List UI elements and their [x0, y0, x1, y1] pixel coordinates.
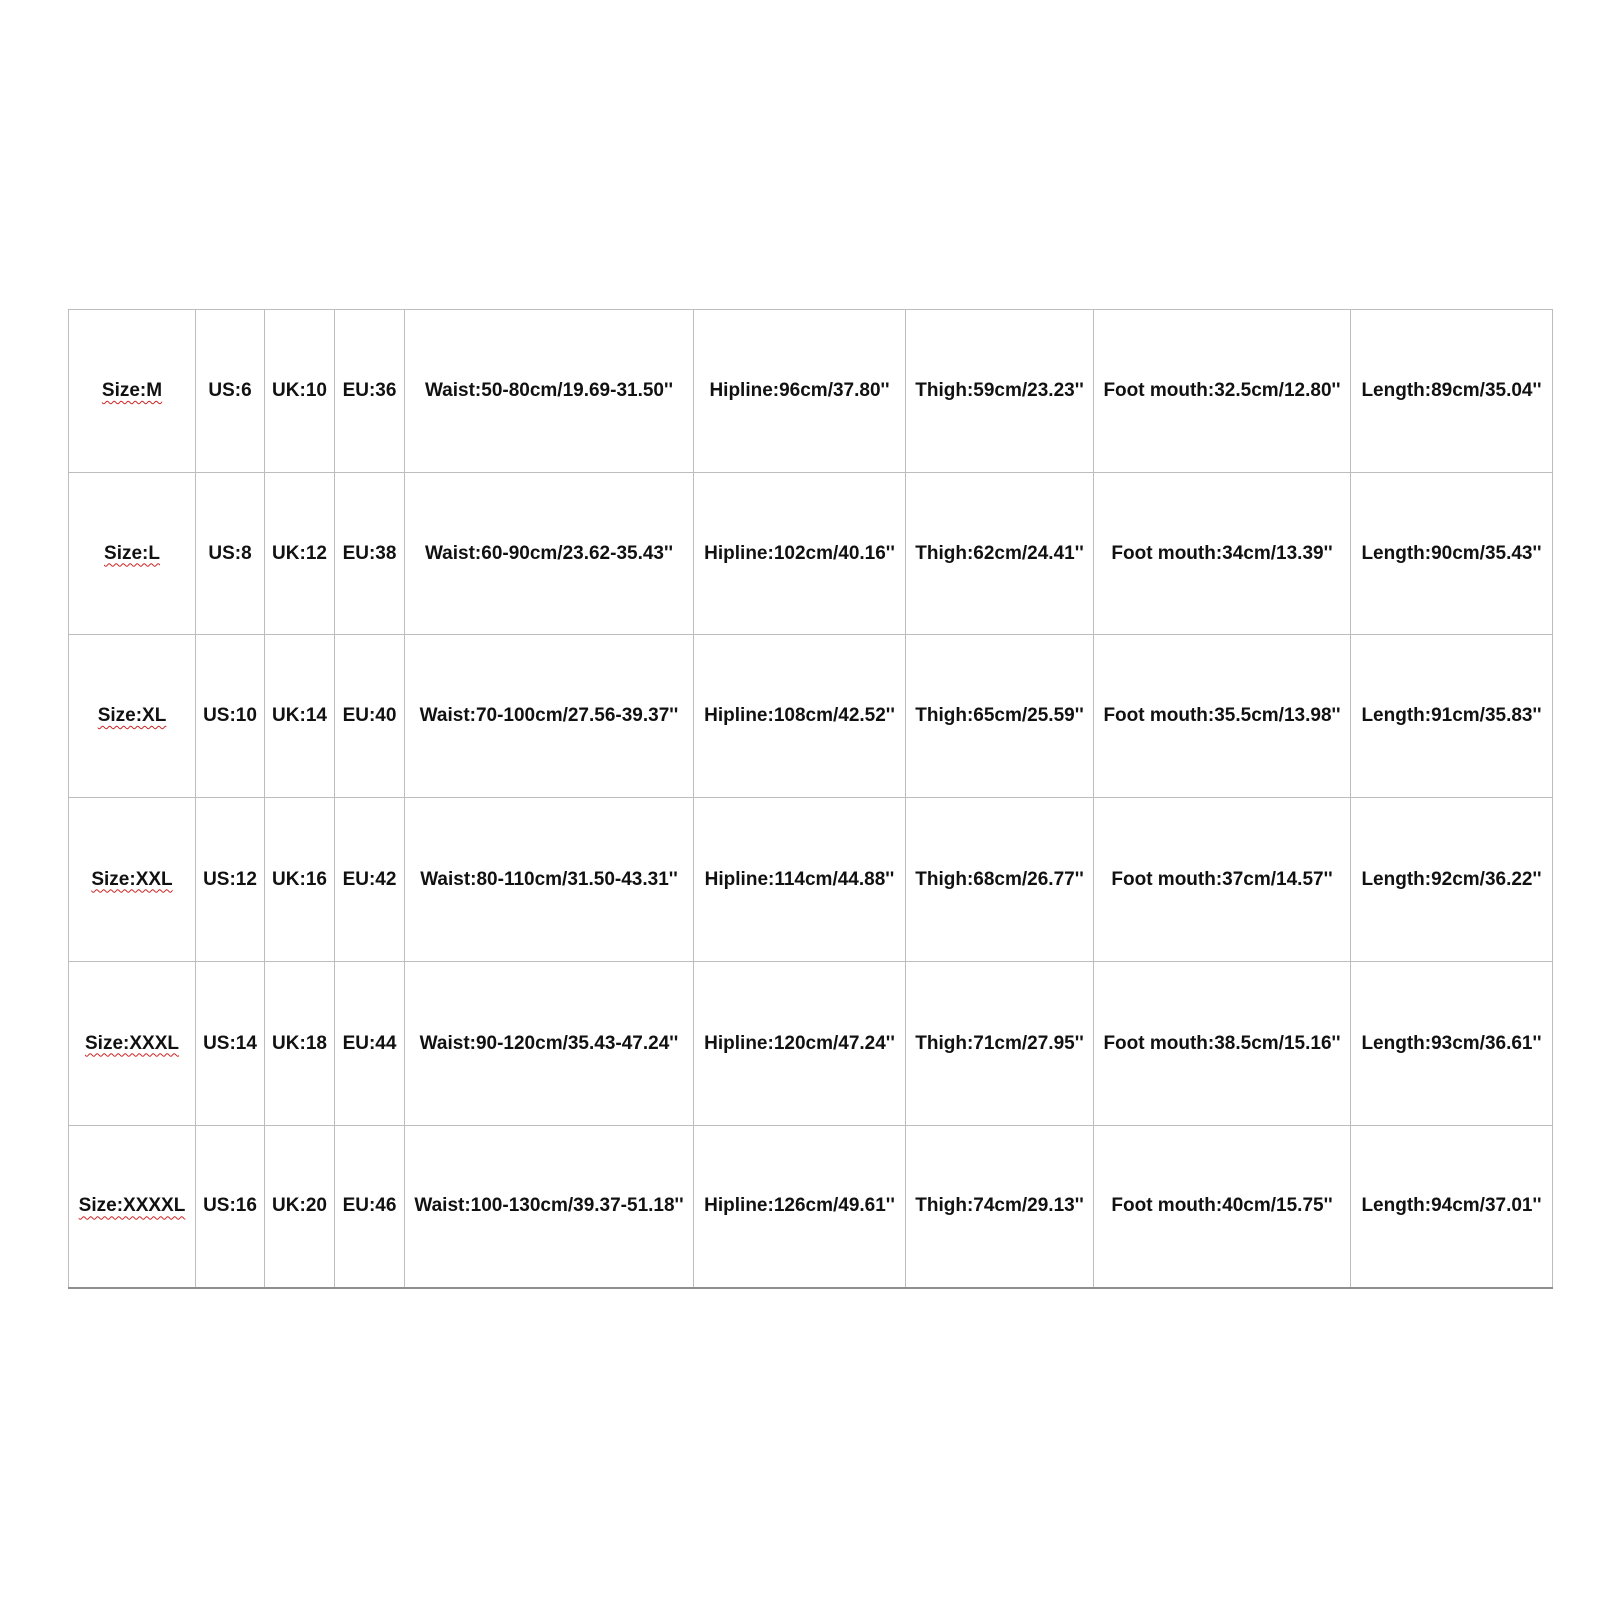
us-size-cell: US:16 [196, 1126, 265, 1288]
size-chart-body [69, 310, 1553, 1288]
eu-size-cell: EU:44 [335, 962, 405, 1126]
uk-size-cell: UK:16 [265, 798, 335, 962]
eu-size-cell: EU:40 [335, 635, 405, 798]
us-size-cell: US:10 [196, 635, 265, 798]
thigh-cell: Thigh:65cm/25.59'' [906, 635, 1094, 798]
uk-size-cell: UK:20 [265, 1126, 335, 1288]
hipline-cell: Hipline:96cm/37.80'' [694, 310, 906, 473]
size-label: Size:M [101, 380, 163, 401]
size-chart-table [68, 309, 1553, 1289]
us-size-cell: US:6 [196, 310, 265, 473]
length-cell: Length:91cm/35.83'' [1351, 635, 1553, 798]
foot-mouth-cell: Foot mouth:32.5cm/12.80'' [1094, 310, 1351, 473]
size-cell [69, 1126, 196, 1288]
waist-cell: Waist:70-100cm/27.56-39.37'' [405, 635, 694, 798]
uk-size-cell: UK:12 [265, 473, 335, 635]
size-cell [69, 473, 196, 635]
waist-cell: Waist:100-130cm/39.37-51.18'' [405, 1126, 694, 1288]
length-cell: Length:89cm/35.04'' [1351, 310, 1553, 473]
us-size-cell: US:8 [196, 473, 265, 635]
hipline-cell: Hipline:114cm/44.88'' [694, 798, 906, 962]
hipline-cell: Hipline:108cm/42.52'' [694, 635, 906, 798]
waist-cell: Waist:80-110cm/31.50-43.31'' [405, 798, 694, 962]
size-cell [69, 310, 196, 473]
table-row [69, 1126, 1553, 1288]
foot-mouth-cell: Foot mouth:34cm/13.39'' [1094, 473, 1351, 635]
waist-cell: Waist:60-90cm/23.62-35.43'' [405, 473, 694, 635]
uk-size-cell: UK:18 [265, 962, 335, 1126]
size-cell [69, 962, 196, 1126]
thigh-cell: Thigh:59cm/23.23'' [906, 310, 1094, 473]
us-size-cell: US:12 [196, 798, 265, 962]
table-row [69, 962, 1553, 1126]
size-label: Size:XXXL [85, 1032, 179, 1054]
eu-size-cell: EU:36 [335, 310, 405, 473]
table-row [69, 310, 1553, 473]
thigh-cell: Thigh:62cm/24.41'' [906, 473, 1094, 635]
size-label: Size:XXL [91, 868, 173, 890]
uk-size-cell: UK:10 [265, 310, 335, 473]
size-cell [69, 798, 196, 962]
thigh-cell: Thigh:74cm/29.13'' [906, 1126, 1094, 1288]
thigh-cell: Thigh:68cm/26.77'' [906, 798, 1094, 962]
foot-mouth-cell: Foot mouth:38.5cm/15.16'' [1094, 962, 1351, 1126]
table-row [69, 635, 1553, 798]
eu-size-cell: EU:46 [335, 1126, 405, 1288]
waist-cell: Waist:90-120cm/35.43-47.24'' [405, 962, 694, 1126]
hipline-cell: Hipline:120cm/47.24'' [694, 962, 906, 1126]
eu-size-cell: EU:42 [335, 798, 405, 962]
foot-mouth-cell: Foot mouth:40cm/15.75'' [1094, 1126, 1351, 1288]
table-row [69, 798, 1553, 962]
uk-size-cell: UK:14 [265, 635, 335, 798]
length-cell: Length:94cm/37.01'' [1351, 1126, 1553, 1288]
length-cell: Length:90cm/35.43'' [1351, 473, 1553, 635]
size-label: Size:XXXXL [78, 1195, 186, 1217]
size-cell [69, 635, 196, 798]
eu-size-cell: EU:38 [335, 473, 405, 635]
size-label: Size:L [104, 542, 160, 564]
foot-mouth-cell: Foot mouth:35.5cm/13.98'' [1094, 635, 1351, 798]
length-cell: Length:93cm/36.61'' [1351, 962, 1553, 1126]
thigh-cell: Thigh:71cm/27.95'' [906, 962, 1094, 1126]
length-cell: Length:92cm/36.22'' [1351, 798, 1553, 962]
size-label: Size:XL [97, 705, 167, 726]
foot-mouth-cell: Foot mouth:37cm/14.57'' [1094, 798, 1351, 962]
us-size-cell: US:14 [196, 962, 265, 1126]
hipline-cell: Hipline:102cm/40.16'' [694, 473, 906, 635]
hipline-cell: Hipline:126cm/49.61'' [694, 1126, 906, 1288]
table-row [69, 473, 1553, 635]
waist-cell: Waist:50-80cm/19.69-31.50'' [405, 310, 694, 473]
